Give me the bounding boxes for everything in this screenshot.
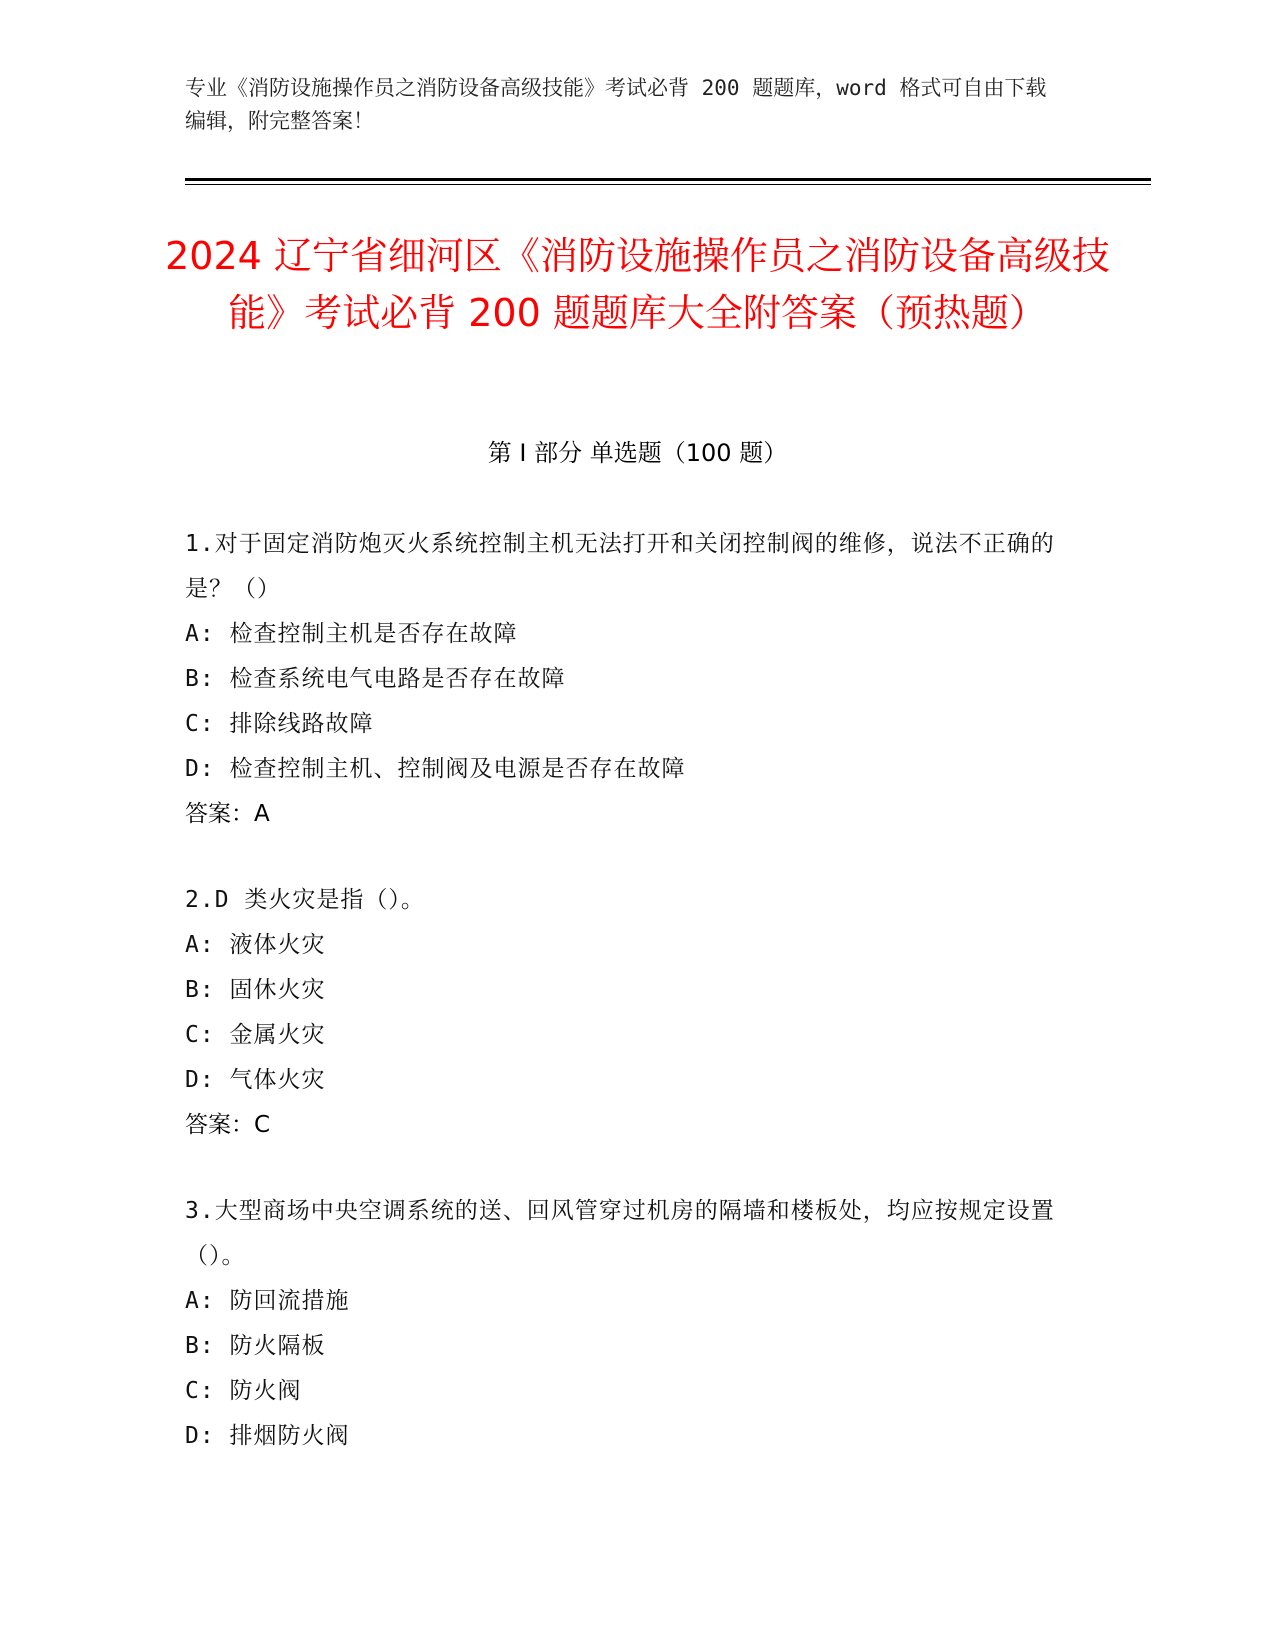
header-note: 专业《消防设施操作员之消防设备高级技能》考试必背 200 题题库，word 格式可自由下载编辑，附完整答案！ — [185, 76, 1047, 133]
option-c: C: 防火阀 — [185, 1378, 302, 1404]
option-a: A: 液体火灾 — [185, 932, 326, 958]
option-d: D: 排烟防火阀 — [185, 1423, 350, 1449]
question-3 — [185, 1189, 1065, 1459]
question-stem: 2.D 类火灾是指（）。 — [185, 887, 425, 913]
option-d: D: 检查控制主机、控制阀及电源是否存在故障 — [185, 756, 686, 782]
option-b: B: 固休火灾 — [185, 977, 326, 1003]
option-b: B: 防火隔板 — [185, 1333, 326, 1359]
question-1 — [185, 522, 1065, 837]
header-divider-thin — [185, 184, 1151, 185]
question-list — [185, 522, 1065, 1500]
option-a: A: 检查控制主机是否存在故障 — [185, 621, 518, 647]
answer-line: 答案：C — [185, 1112, 271, 1138]
section-heading: 第 I 部分 单选题（100 题） — [487, 439, 788, 467]
question-2 — [185, 878, 1065, 1148]
option-c: C: 排除线路故障 — [185, 711, 374, 737]
option-a: A: 防回流措施 — [185, 1288, 350, 1314]
question-stem: 1.对于固定消防炮灭火系统控制主机无法打开和关闭控制阀的维修，说法不正确的是？（） — [185, 531, 1055, 602]
option-c: C: 金属火灾 — [185, 1022, 326, 1048]
option-d: D: 气体火灾 — [185, 1067, 326, 1093]
option-b: B: 检查系统电气电路是否存在故障 — [185, 666, 566, 692]
question-stem: 3.大型商场中央空调系统的送、回风管穿过机房的隔墙和楼板处，均应按规定设置（）。 — [185, 1198, 1055, 1269]
answer-line: 答案：A — [185, 801, 270, 827]
header-divider-thick — [185, 178, 1151, 181]
document-title: 2024 辽宁省细河区《消防设施操作员之消防设备高级技能》考试必背 200 题题库大全附答案（预热题） — [165, 234, 1110, 335]
